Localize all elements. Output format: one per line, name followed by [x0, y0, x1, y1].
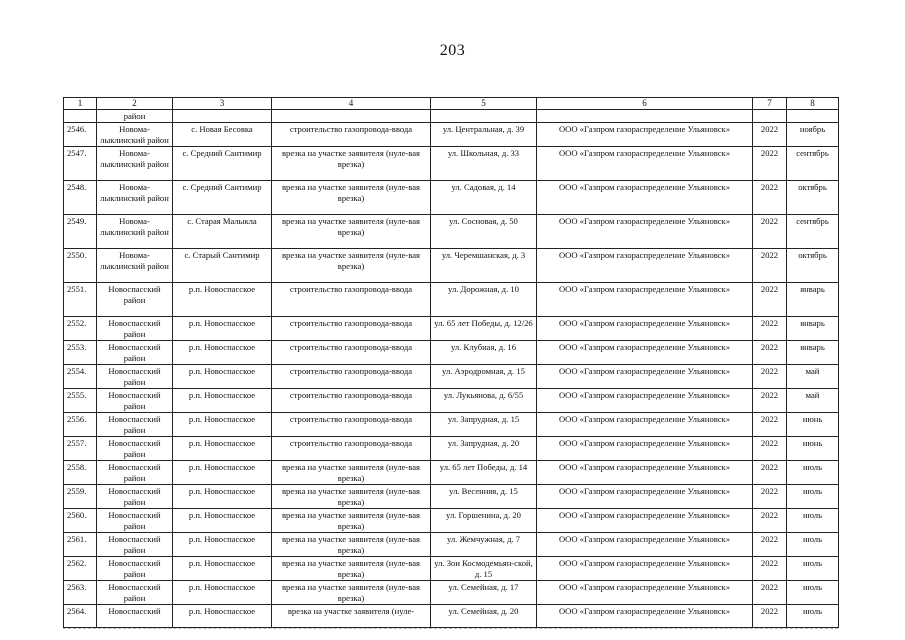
district-cell: Новома-лыклинский район — [97, 147, 173, 181]
month-cell: сентябрь — [787, 215, 839, 249]
organization-cell: ООО «Газпром газораспределение Ульяновск» — [537, 123, 753, 147]
organization-cell: ООО «Газпром газораспределение Ульяновск» — [537, 365, 753, 389]
row-number-cell: 2554. — [64, 365, 97, 389]
address-cell: ул. Черемшанская, д. 3 — [431, 249, 537, 283]
cell — [431, 109, 537, 123]
work-type-cell: строительство газопровода-ввода — [272, 123, 431, 147]
cell — [173, 109, 272, 123]
cell — [537, 109, 753, 123]
year-cell: 2022 — [753, 605, 787, 628]
year-cell: 2022 — [753, 461, 787, 485]
district-cell: Новоспасский район — [97, 509, 173, 533]
locality-cell: р.п. Новоспасское — [173, 605, 272, 628]
row-number-cell: 2548. — [64, 181, 97, 215]
month-cell: октябрь — [787, 181, 839, 215]
locality-cell: р.п. Новоспасское — [173, 341, 272, 365]
month-cell: май — [787, 389, 839, 413]
organization-cell: ООО «Газпром газораспределение Ульяновск» — [537, 605, 753, 628]
year-cell: 2022 — [753, 365, 787, 389]
cell — [753, 109, 787, 123]
table-row — [64, 181, 839, 215]
column-number: 2 — [97, 98, 173, 110]
work-type-cell: врезка на участке заявителя (нуле-вая врезка) — [272, 509, 431, 533]
organization-cell: ООО «Газпром газораспределение Ульяновск» — [537, 437, 753, 461]
year-cell: 2022 — [753, 181, 787, 215]
organization-cell: ООО «Газпром газораспределение Ульяновск» — [537, 485, 753, 509]
table-row — [64, 365, 839, 389]
column-number: 4 — [272, 98, 431, 110]
locality-cell: р.п. Новоспасское — [173, 413, 272, 437]
address-cell: ул. Горшенина, д. 20 — [431, 509, 537, 533]
address-cell: ул. Школьная, д. 33 — [431, 147, 537, 181]
table-row — [64, 437, 839, 461]
row-number-cell: 2555. — [64, 389, 97, 413]
year-cell: 2022 — [753, 317, 787, 341]
district-cell: Новоспасский район — [97, 581, 173, 605]
row-number-cell: 2552. — [64, 317, 97, 341]
organization-cell: ООО «Газпром газораспределение Ульяновск» — [537, 581, 753, 605]
district-cell: Новоспасский район — [97, 437, 173, 461]
month-cell: июль — [787, 485, 839, 509]
organization-cell: ООО «Газпром газораспределение Ульяновск» — [537, 413, 753, 437]
page-number: 203 — [439, 42, 466, 59]
month-cell: июнь — [787, 413, 839, 437]
district-cell: район — [97, 109, 173, 123]
address-cell: ул. 65 лет Победы, д. 12/26 — [431, 317, 537, 341]
address-cell: ул. Зои Космодемьян-ской, д. 15 — [431, 557, 537, 581]
row-number-cell: 2550. — [64, 249, 97, 283]
work-type-cell: врезка на участке заявителя (нуле-вая врезка) — [272, 485, 431, 509]
work-type-cell: врезка на участке заявителя (нуле-вая врезка) — [272, 249, 431, 283]
table-row — [64, 557, 839, 581]
table-row — [64, 389, 839, 413]
column-number: 8 — [787, 98, 839, 110]
cell — [272, 109, 431, 123]
table-row — [64, 485, 839, 509]
address-cell: ул. Дорожная, д. 10 — [431, 283, 537, 317]
work-type-cell: строительство газопровода-ввода — [272, 283, 431, 317]
row-number-cell: 2547. — [64, 147, 97, 181]
locality-cell: р.п. Новоспасское — [173, 317, 272, 341]
locality-cell: р.п. Новоспасское — [173, 557, 272, 581]
row-number-cell: 2561. — [64, 533, 97, 557]
page-bottom-divider — [63, 628, 838, 629]
address-cell: ул. Садовая, д. 14 — [431, 181, 537, 215]
table-row — [64, 605, 839, 628]
locality-cell: р.п. Новоспасское — [173, 283, 272, 317]
table-row — [64, 283, 839, 317]
organization-cell: ООО «Газпром газораспределение Ульяновск» — [537, 181, 753, 215]
row-number-cell: 2562. — [64, 557, 97, 581]
organization-cell: ООО «Газпром газораспределение Ульяновск» — [537, 341, 753, 365]
table-row — [64, 413, 839, 437]
district-cell: Новоспасский район — [97, 365, 173, 389]
district-cell: Новоспасский район — [97, 317, 173, 341]
month-cell: июль — [787, 533, 839, 557]
address-cell: ул. Запрудная, д. 20 — [431, 437, 537, 461]
organization-cell: ООО «Газпром газораспределение Ульяновск» — [537, 557, 753, 581]
row-number-cell: 2560. — [64, 509, 97, 533]
address-cell: ул. Аэродромная, д. 15 — [431, 365, 537, 389]
work-type-cell: строительство газопровода-ввода — [272, 317, 431, 341]
district-cell: Новоспасский район — [97, 485, 173, 509]
locality-cell: с. Старый Сантимир — [173, 249, 272, 283]
year-cell: 2022 — [753, 123, 787, 147]
year-cell: 2022 — [753, 413, 787, 437]
district-cell: Новоспасский район — [97, 557, 173, 581]
column-number: 3 — [173, 98, 272, 110]
district-cell: Новоспасский район — [97, 389, 173, 413]
table-row — [64, 341, 839, 365]
gasification-table — [63, 97, 839, 628]
table-row — [64, 509, 839, 533]
locality-cell: р.п. Новоспасское — [173, 437, 272, 461]
year-cell: 2022 — [753, 389, 787, 413]
row-number-cell: 2549. — [64, 215, 97, 249]
table-row — [64, 249, 839, 283]
address-cell: ул. Семейная, д. 20 — [431, 605, 537, 628]
cell — [787, 109, 839, 123]
locality-cell: с. Новая Бесовка — [173, 123, 272, 147]
work-type-cell: врезка на участке заявителя (нуле-вая врезка) — [272, 181, 431, 215]
month-cell: январь — [787, 317, 839, 341]
year-cell: 2022 — [753, 509, 787, 533]
month-cell: октябрь — [787, 249, 839, 283]
table-row — [64, 581, 839, 605]
table-row — [64, 123, 839, 147]
month-cell: июль — [787, 557, 839, 581]
address-cell: ул. Клубная, д. 16 — [431, 341, 537, 365]
organization-cell: ООО «Газпром газораспределение Ульяновск» — [537, 283, 753, 317]
district-cell: Новоспасский — [97, 605, 173, 628]
address-cell: ул. Весенняя, д. 15 — [431, 485, 537, 509]
locality-cell: р.п. Новоспасское — [173, 485, 272, 509]
address-cell: ул. Запрудная, д. 15 — [431, 413, 537, 437]
work-type-cell: врезка на участке заявителя (нуле-вая врезка) — [272, 557, 431, 581]
month-cell: январь — [787, 341, 839, 365]
organization-cell: ООО «Газпром газораспределение Ульяновск» — [537, 533, 753, 557]
month-cell: июль — [787, 461, 839, 485]
row-number-cell: 2556. — [64, 413, 97, 437]
month-cell: ноябрь — [787, 123, 839, 147]
locality-cell: р.п. Новоспасское — [173, 581, 272, 605]
address-cell: ул. Лукьянова, д. 6/55 — [431, 389, 537, 413]
locality-cell: р.п. Новоспасское — [173, 509, 272, 533]
address-cell: ул. Сосновая, д. 50 — [431, 215, 537, 249]
work-type-cell: врезка на участке заявителя (нуле-вая врезка) — [272, 533, 431, 557]
work-type-cell: врезка на участке заявителя (нуле-вая врезка) — [272, 147, 431, 181]
organization-cell: ООО «Газпром газораспределение Ульяновск» — [537, 317, 753, 341]
locality-cell: с. Средний Сантимир — [173, 147, 272, 181]
district-cell: Новоспасский район — [97, 461, 173, 485]
row-number-cell: 2551. — [64, 283, 97, 317]
locality-cell: с. Старая Малыкла — [173, 215, 272, 249]
district-cell: Новоспасский район — [97, 341, 173, 365]
district-cell: Новоспасский район — [97, 413, 173, 437]
address-cell: ул. Центральная, д. 39 — [431, 123, 537, 147]
work-type-cell: строительство газопровода-ввода — [272, 437, 431, 461]
district-cell: Новоспасский район — [97, 283, 173, 317]
month-cell: сентябрь — [787, 147, 839, 181]
month-cell: июль — [787, 605, 839, 628]
locality-cell: с. Средний Сантимир — [173, 181, 272, 215]
month-cell: июль — [787, 581, 839, 605]
row-number-cell: 2558. — [64, 461, 97, 485]
organization-cell: ООО «Газпром газораспределение Ульяновск» — [537, 389, 753, 413]
work-type-cell: строительство газопровода-ввода — [272, 389, 431, 413]
table-row — [64, 147, 839, 181]
organization-cell: ООО «Газпром газораспределение Ульяновск» — [537, 147, 753, 181]
row-number-cell: 2559. — [64, 485, 97, 509]
column-number: 7 — [753, 98, 787, 110]
row-number-cell: 2564. — [64, 605, 97, 628]
district-cell: Новома-лыклинский район — [97, 215, 173, 249]
table-row — [64, 215, 839, 249]
year-cell: 2022 — [753, 215, 787, 249]
organization-cell: ООО «Газпром газораспределение Ульяновск» — [537, 509, 753, 533]
work-type-cell: врезка на участке заявителя (нуле-вая врезка) — [272, 215, 431, 249]
district-cell: Новома-лыклинский район — [97, 181, 173, 215]
work-type-cell: строительство газопровода-ввода — [272, 413, 431, 437]
locality-cell: р.п. Новоспасское — [173, 389, 272, 413]
row-number-cell: 2557. — [64, 437, 97, 461]
work-type-cell: врезка на участке заявителя (нуле-вая врезка) — [272, 461, 431, 485]
year-cell: 2022 — [753, 249, 787, 283]
address-cell: ул. 65 лет Победы, д. 14 — [431, 461, 537, 485]
year-cell: 2022 — [753, 437, 787, 461]
organization-cell: ООО «Газпром газораспределение Ульяновск» — [537, 249, 753, 283]
table-row — [64, 461, 839, 485]
row-number-cell: 2546. — [64, 123, 97, 147]
year-cell: 2022 — [753, 147, 787, 181]
organization-cell: ООО «Газпром газораспределение Ульяновск» — [537, 215, 753, 249]
year-cell: 2022 — [753, 533, 787, 557]
year-cell: 2022 — [753, 557, 787, 581]
locality-cell: р.п. Новоспасское — [173, 533, 272, 557]
district-cell: Новома-лыклинский район — [97, 123, 173, 147]
cell — [64, 109, 97, 123]
year-cell: 2022 — [753, 581, 787, 605]
locality-cell: р.п. Новоспасское — [173, 461, 272, 485]
table-row — [64, 533, 839, 557]
year-cell: 2022 — [753, 485, 787, 509]
district-cell: Новоспасский район — [97, 533, 173, 557]
organization-cell: ООО «Газпром газораспределение Ульяновск» — [537, 461, 753, 485]
work-type-cell: строительство газопровода-ввода — [272, 365, 431, 389]
month-cell: июнь — [787, 437, 839, 461]
continuation-row — [64, 109, 839, 123]
work-type-cell: врезка на участке заявителя (нуле- — [272, 605, 431, 628]
year-cell: 2022 — [753, 283, 787, 317]
work-type-cell: врезка на участке заявителя (нуле-вая врезка) — [272, 581, 431, 605]
row-number-cell: 2553. — [64, 341, 97, 365]
work-type-cell: строительство газопровода-ввода — [272, 341, 431, 365]
month-cell: май — [787, 365, 839, 389]
column-number: 5 — [431, 98, 537, 110]
column-number: 6 — [537, 98, 753, 110]
locality-cell: р.п. Новоспасское — [173, 365, 272, 389]
year-cell: 2022 — [753, 341, 787, 365]
month-cell: январь — [787, 283, 839, 317]
address-cell: ул. Семейная, д. 17 — [431, 581, 537, 605]
district-cell: Новома-лыклинский район — [97, 249, 173, 283]
row-number-cell: 2563. — [64, 581, 97, 605]
table-row — [64, 317, 839, 341]
address-cell: ул. Жемчужная, д. 7 — [431, 533, 537, 557]
column-number-row — [64, 98, 839, 110]
month-cell: июль — [787, 509, 839, 533]
column-number: 1 — [64, 98, 97, 110]
